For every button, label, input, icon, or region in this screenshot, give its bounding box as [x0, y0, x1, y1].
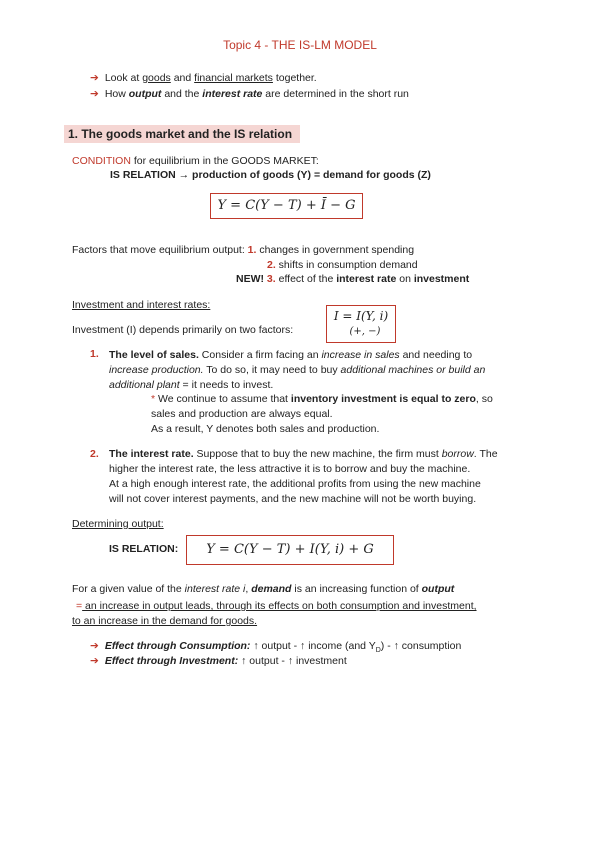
- text: interest rate i: [184, 583, 246, 595]
- text: financial markets: [194, 72, 273, 84]
- text: For a given value of the: [72, 583, 185, 595]
- text: are determined in the short run: [262, 88, 409, 100]
- equation-box-2: [326, 305, 396, 343]
- text: 3.: [264, 273, 276, 285]
- conclusion-line-1: [72, 583, 454, 595]
- text: and needing to: [399, 349, 473, 361]
- text: additional machines or build an: [340, 364, 486, 376]
- point-2-line-1: [109, 448, 498, 460]
- is-relation-line: IS RELATION → production of goods (Y) = demand for goods (Z): [110, 169, 431, 181]
- text: ↑ output - ↑ investment: [238, 655, 347, 667]
- is-relation-label: IS RELATION:: [109, 543, 179, 555]
- intro-bullet-1: [90, 72, 317, 84]
- section-heading: 1. The goods market and the IS relation: [64, 125, 300, 143]
- text: increase production.: [109, 364, 204, 376]
- asterisk-icon: *: [151, 393, 156, 405]
- intro-bullet-2: [90, 88, 409, 100]
- note-line-1: [151, 393, 493, 405]
- text: ) - ↑ consumption: [380, 640, 462, 652]
- text: 2.: [267, 259, 276, 271]
- point-1-line-2: [109, 363, 485, 378]
- text: Factors that move equilibrium output:: [72, 244, 248, 256]
- effect-consumption: [90, 640, 461, 654]
- note-line-3: As a result, Y denotes both sales and production.: [151, 423, 380, 435]
- text: changes in government spending: [256, 244, 415, 256]
- equation-top: I = I(Y, i): [333, 309, 389, 323]
- condition-line: [72, 155, 319, 167]
- point-1-line-1: [109, 348, 472, 363]
- text: shifts in consumption demand: [275, 259, 418, 271]
- point-number: 1.: [90, 348, 99, 360]
- text: output: [128, 88, 162, 100]
- text: interest rate: [336, 273, 397, 285]
- text: Look at: [104, 72, 143, 84]
- text: together.: [272, 72, 317, 84]
- text: interest rate: [202, 88, 263, 100]
- text: inventory investment is equal to zero: [290, 393, 476, 405]
- text: and: [170, 72, 195, 84]
- subscript: D: [375, 647, 381, 655]
- arrow-right-icon: ➔: [90, 640, 99, 652]
- text: 1.: [247, 244, 257, 256]
- conclusion-line-3: to an increase in the demand for goods.: [72, 615, 258, 627]
- text: Effect through Investment:: [104, 655, 239, 667]
- text: Effect through Consumption:: [104, 640, 251, 652]
- text: To do so, it may need to buy: [203, 364, 341, 376]
- text: Suppose that to buy the new machine, the firm must: [193, 448, 442, 460]
- factors-line-2: [267, 259, 418, 271]
- text: on: [396, 273, 414, 285]
- arrow-right-icon: ➔: [90, 88, 99, 100]
- equation-box-1: Y = C(Y − T) + Ī − G: [210, 193, 363, 219]
- investment-heading: Investment and interest rates:: [72, 299, 211, 311]
- determining-heading: Determining output:: [72, 518, 164, 530]
- conclusion-line-2: [76, 600, 477, 612]
- text: , so: [475, 393, 493, 405]
- text: . The: [473, 448, 498, 460]
- text: investment: [413, 273, 470, 285]
- text: for equilibrium in the GOODS MARKET:: [130, 155, 319, 167]
- page-title: Topic 4 - THE IS-LM MODEL: [223, 38, 377, 52]
- investment-depends: Investment (I) depends primarily on two factors:: [72, 324, 294, 336]
- text: ,: [245, 583, 252, 595]
- text: goods: [142, 72, 171, 84]
- factors-line-1: [72, 244, 414, 256]
- new-label: NEW!: [236, 273, 264, 285]
- equation-box-3: Y = C(Y − T) + I(Y, i) + G: [186, 535, 394, 565]
- text: How: [104, 88, 129, 100]
- text: an increase in output leads, through its effects on both consumption and investment,: [82, 600, 477, 612]
- point-2-line-2: higher the interest rate, the less attractive it is to borrow and buy the machine.: [109, 463, 471, 475]
- text: effect of the: [275, 273, 337, 285]
- text: The level of sales.: [109, 349, 199, 361]
- factors-line-3: [236, 273, 469, 285]
- text: ↑ output - ↑ income (and Y: [250, 640, 376, 652]
- effect-investment: [90, 655, 347, 667]
- text: We continue to assume that: [155, 393, 291, 405]
- arrow-right-icon: ➔: [90, 655, 99, 667]
- text: The interest rate.: [109, 448, 194, 460]
- text: demand: [251, 583, 292, 595]
- text: borrow: [441, 448, 474, 460]
- text: is an increasing function of: [291, 583, 422, 595]
- point-1-line-3: [109, 378, 273, 393]
- point-2-line-3: At a high enough interest rate, the additional profits from using the new machine: [109, 478, 481, 490]
- text: additional plant: [109, 379, 180, 391]
- note-line-2: sales and production are always equal.: [151, 408, 333, 420]
- condition-label: CONDITION: [72, 155, 131, 167]
- text: and the: [161, 88, 203, 100]
- text: = it needs to invest.: [179, 379, 274, 391]
- text: output: [421, 583, 455, 595]
- text: Consider a firm facing an: [198, 349, 322, 361]
- text: increase in sales: [321, 349, 400, 361]
- equation-signs: (+, −): [349, 326, 381, 337]
- point-2-line-4: will not cover interest payments, and the new machine will not be worth buying.: [109, 493, 477, 505]
- equals-sign: =: [76, 600, 83, 612]
- point-number: 2.: [90, 448, 99, 460]
- arrow-right-icon: ➔: [90, 72, 99, 84]
